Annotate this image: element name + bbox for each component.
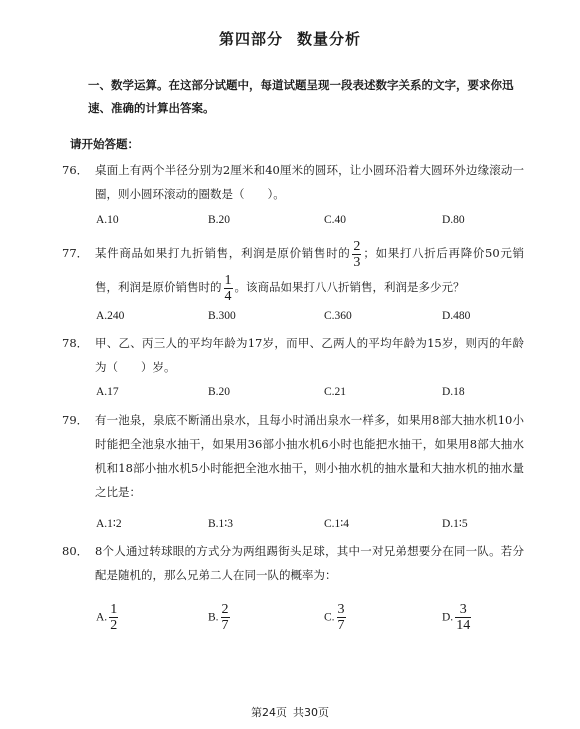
page-title (0, 28, 580, 49)
page-number: 第24页 (251, 706, 287, 719)
question-stem: 有一池泉，泉底不断涌出泉水，且每小时涌出泉水一样多，如果用8部大抽水机10小时能把全池泉水抽干，如果用36部小抽水机6小时也能把水抽干，如果用8部大抽水机和18部小抽水机5小时能把全池水抽干，则小抽水机的抽水量和大抽水机的抽水量之比是： (95, 413, 524, 499)
page-footer (0, 704, 580, 720)
option-a[interactable]: A.17 (96, 386, 119, 398)
option-b[interactable]: B.300 (208, 310, 236, 322)
question-80 (62, 539, 524, 587)
option-a[interactable]: A.240 (96, 310, 125, 322)
option-b[interactable]: B.20 (208, 214, 231, 226)
part-label: 第四部分 (218, 30, 283, 48)
fraction: $\frac{3}{14}$ (456, 602, 471, 633)
option-b[interactable]: B.1∶3 (208, 518, 234, 530)
option-c[interactable]: C.40 (324, 214, 347, 226)
options-80 (96, 602, 526, 638)
options-77 (96, 310, 526, 330)
options-76 (96, 214, 526, 234)
fraction: $\frac{1}{2}$ (110, 602, 118, 633)
question-76 (62, 158, 524, 206)
option-b[interactable]: B. $\frac{2}{7}$ (208, 602, 229, 633)
start-label: 请开始答题： (70, 137, 139, 151)
question-number: 80． (62, 544, 89, 558)
question-77 (62, 236, 524, 304)
question-stem: 某件商品如果打九折销售，利润是原价销售时的 $\frac{2}{3}$ ；如果打八折后再降价50元销售，利润是原价销售时的 $\frac{1}{4}$ 。该商品如果打八八折销售，利润是多少元？ (95, 238, 525, 304)
question-number: 76． (62, 163, 89, 177)
section-label: 数量分析 (297, 30, 362, 48)
section-intro: 一、数学运算。在这部分试题中，每道试题呈现一段表述数字关系的文字，要求你迅速、准确的计算出答案。 (88, 78, 514, 115)
option-a[interactable]: A.10 (96, 214, 119, 226)
option-c[interactable]: C.360 (324, 310, 352, 322)
fraction: $\frac{2}{3}$ (353, 238, 361, 270)
option-c[interactable]: C.1∶4 (324, 518, 350, 530)
option-a[interactable]: A. $\frac{1}{2}$ (96, 602, 118, 633)
question-number: 77． (62, 246, 89, 260)
fraction: $\frac{1}{4}$ (224, 272, 232, 304)
question-stem: 8个人通过转球眼的方式分为两组踢街头足球，其中一对兄弟想要分在同一队。若分配是随机的，那么兄弟二人在同一队的概率为： (95, 544, 524, 582)
option-d[interactable]: D.1∶5 (442, 518, 468, 530)
question-78 (62, 331, 524, 379)
options-78 (96, 386, 526, 406)
question-79 (62, 408, 524, 504)
question-stem: 桌面上有两个半径分别为2厘米和40厘米的圆环，让小圆环沿着大圆环外边缘滚动一圈，则小圆环滚动的圈数是（ ）。 (95, 163, 524, 201)
question-number: 79． (62, 413, 89, 427)
fraction: $\frac{2}{7}$ (221, 602, 229, 633)
page-total: 共30页 (293, 706, 329, 719)
option-d[interactable]: D.480 (442, 310, 471, 322)
option-d[interactable]: D.18 (442, 386, 465, 398)
option-d[interactable]: D. $\frac{3}{14}$ (442, 602, 471, 633)
question-stem: 甲、乙、丙三人的平均年龄为17岁，而甲、乙两人的平均年龄为15岁，则丙的年龄为（ ）岁。 (95, 336, 524, 374)
option-d[interactable]: D.80 (442, 214, 465, 226)
question-number: 78． (62, 336, 89, 350)
option-b[interactable]: B.20 (208, 386, 231, 398)
option-a[interactable]: A.1∶2 (96, 518, 122, 530)
fraction: $\frac{3}{7}$ (337, 602, 345, 633)
options-79 (96, 516, 526, 536)
option-c[interactable]: C.21 (324, 386, 347, 398)
option-c[interactable]: C. $\frac{3}{7}$ (324, 602, 345, 633)
